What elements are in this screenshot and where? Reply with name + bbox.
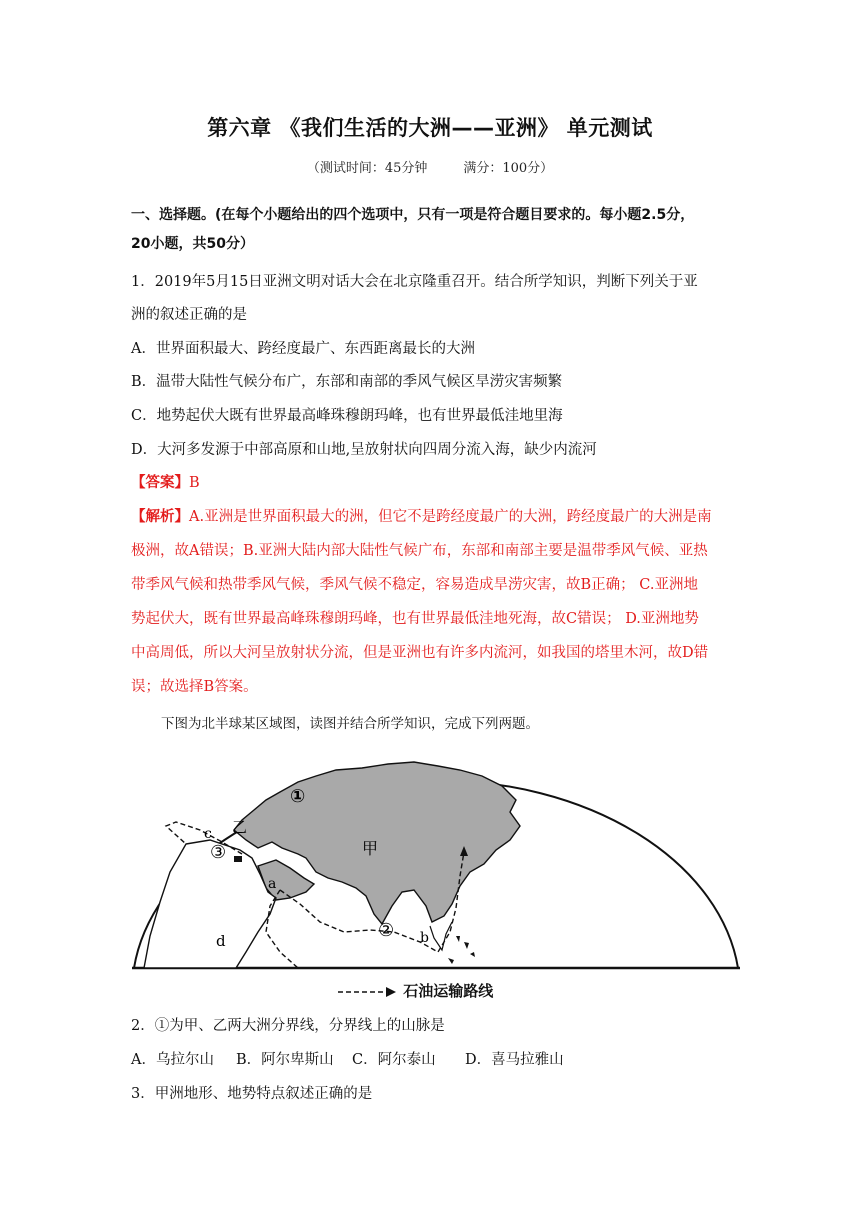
q1-analysis-line3: 带季风气候和热带季风气候，季风气候不稳定，容易造成旱涝灾害，故B正确； C.亚洲地	[131, 577, 698, 593]
label-jia: 甲	[362, 839, 379, 858]
q2-option-b: B．阿尔卑斯山	[236, 1052, 334, 1068]
label-d: d	[216, 932, 226, 950]
q3-stem: 3．甲洲地形、地势特点叙述正确的是	[131, 1086, 373, 1102]
q1-option-a: A．世界面积最大、跨经度最广、东西距离最长的大洲	[131, 341, 475, 357]
q1-answer: 【答案】B	[131, 474, 200, 491]
southeast-asia	[430, 922, 452, 950]
legend-dash-arrow-icon	[336, 985, 398, 999]
full-score: 满分：100分）	[463, 161, 554, 176]
page-title: 第六章 《我们生活的大洲——亚洲》 单元测试	[207, 116, 653, 140]
marker-1: ①	[290, 786, 306, 807]
label-a: a	[268, 876, 277, 892]
q1-analysis-line5: 中高周低，所以大河呈放射状分流，但是亚洲也有许多内流河，如我国的塔里木河，故D错	[131, 645, 709, 661]
q2-stem: 2．①为甲、乙两大洲分界线，分界线上的山脉是	[131, 1018, 445, 1034]
q2-option-d: D．喜马拉雅山	[465, 1052, 564, 1068]
marker-2: ②	[378, 920, 395, 941]
q1-analysis-line1: 【解析】A.亚洲是世界面积最大的洲，但它不是跨经度最广的大洲，跨经度最广的大洲是南	[131, 508, 712, 525]
section-heading-line1: 一、选择题。(在每个小题给出的四个选项中，只有一项是符合题目要求的。每小题2.5分，	[131, 207, 695, 223]
map-intro: 下图为北半球某区域图，读图并结合所学知识，完成下列两题。	[161, 716, 539, 732]
q2-options	[131, 1050, 731, 1070]
q2-option-c: C．阿尔泰山	[352, 1052, 436, 1068]
q1-analysis-line4: 势起伏大，既有世界最高峰珠穆朗玛峰，也有世界最低洼地死海，故C错误； D.亚洲地势	[131, 611, 699, 627]
q2-option-a: A．乌拉尔山	[131, 1052, 214, 1068]
strait-marker	[234, 856, 242, 862]
q1-option-c: C．地势起伏大既有世界最高峰珠穆朗玛峰，也有世界最低洼地里海	[131, 408, 563, 424]
section-heading-line2: 20小题，共50分）	[131, 236, 254, 252]
label-yi: 乙	[232, 818, 248, 836]
label-c: c	[204, 826, 212, 842]
test-info	[0, 157, 860, 176]
q1-stem-line2: 洲的叙述正确的是	[131, 307, 247, 323]
map-legend	[336, 980, 493, 1001]
legend-label: 石油运输路线	[403, 982, 494, 1000]
islands	[448, 936, 475, 964]
q1-analysis-line6: 误；故选择B答案。	[131, 679, 258, 695]
label-b: b	[420, 930, 429, 946]
q1-option-d: D．大河多发源于中部高原和山地,呈放射状向四周分流入海，缺少内流河	[131, 442, 597, 458]
q1-analysis-line2: 极洲，故A错误；B.亚洲大陆内部大陆性气候广布，东部和南部主要是温带季风气候、亚热	[131, 543, 708, 559]
marker-3: ③	[210, 842, 227, 863]
q1-option-b: B．温带大陆性气候分布广，东部和南部的季风气候区旱涝灾害频繁	[131, 374, 563, 390]
q1-stem-line1: 1．2019年5月15日亚洲文明对话大会在北京隆重召开。结合所学知识，判断下列关于亚	[131, 274, 698, 290]
region-map	[130, 756, 742, 976]
test-time: （测试时间：45分钟	[306, 161, 428, 176]
